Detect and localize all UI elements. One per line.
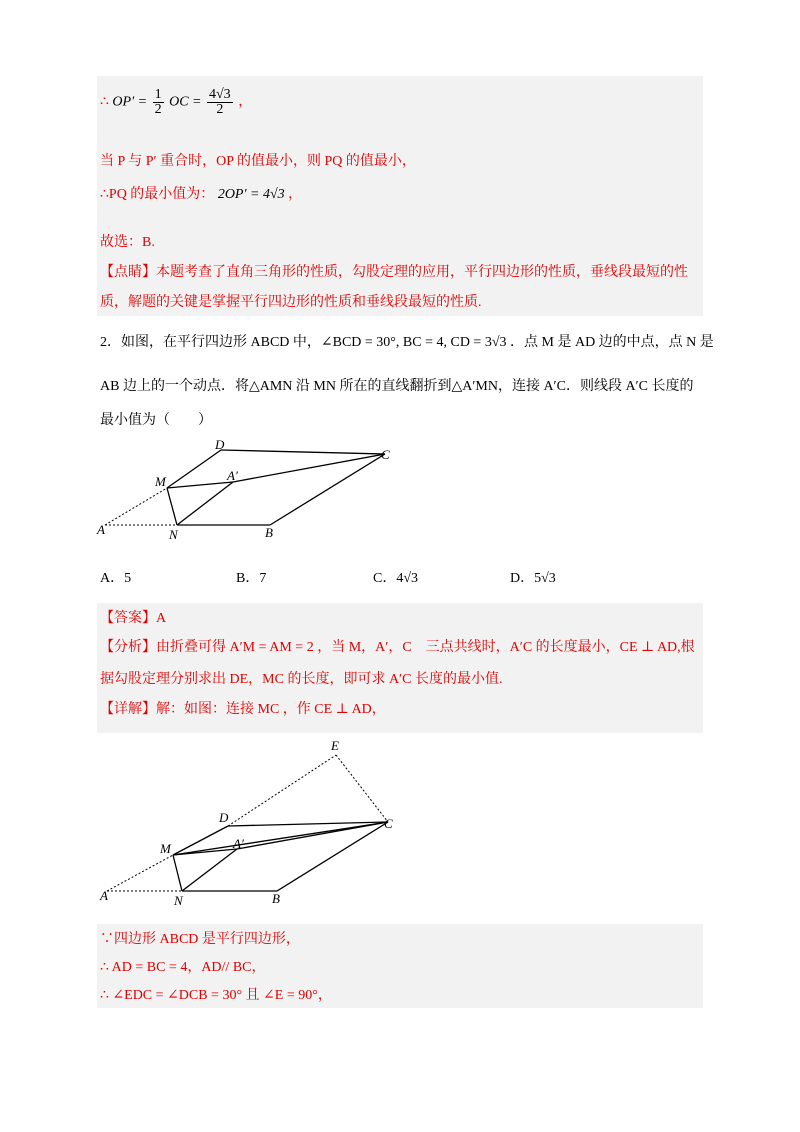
dotted-am bbox=[105, 488, 167, 525]
figure-2-background bbox=[97, 733, 399, 911]
label-d: D bbox=[215, 440, 225, 452]
label-a-prime: A′ bbox=[233, 836, 244, 851]
comment-line-1: 【点睛】本题考查了直角三角形的性质，勾股定理的应用，平行四边形的性质，垂线段最短的性 bbox=[100, 265, 688, 280]
edge-dm bbox=[167, 450, 221, 488]
analysis-line-1: 【分析】由折叠可得 A′M = AM = 2 ，当 M，A′，C 三点共线时，A′C 的长度最小，CE ⊥ AD,根 bbox=[100, 640, 695, 655]
label-n: N bbox=[174, 893, 183, 908]
label-a-prime: A′ bbox=[227, 468, 238, 483]
label-m: M bbox=[160, 841, 171, 856]
label-a: A bbox=[97, 522, 105, 537]
label-b: B bbox=[272, 891, 280, 906]
label-c: C bbox=[384, 816, 393, 831]
comment-line-2: 质，解题的关键是掌握平行四边形的性质和垂线段最短的性质. bbox=[100, 295, 482, 310]
edge-na bbox=[177, 482, 233, 525]
question-2-line-1: 2．如图，在平行四边形 ABCD 中，∠BCD = 30°, BC = 4, CD = 3√3 ．点 M 是 AD 边的中点，点 N 是 bbox=[100, 335, 714, 350]
label-e: E bbox=[331, 738, 339, 753]
option-d[interactable]: D．5√3 bbox=[510, 571, 556, 586]
min-condition-text: 当 P 与 P′ 重合时，OP 的值最小，则 PQ 的值最小， bbox=[100, 154, 416, 169]
parallelogram-figure-1 bbox=[95, 440, 405, 545]
label-n: N bbox=[169, 527, 178, 542]
edge-dc bbox=[221, 450, 385, 454]
label-c: C bbox=[381, 447, 390, 462]
step-3: ∴ ∠EDC = ∠DCB = 30° 且 ∠E = 90°， bbox=[100, 988, 332, 1003]
step-2: ∴ AD = BC = 4，AD// BC， bbox=[100, 960, 266, 975]
option-a[interactable]: A．5 bbox=[100, 571, 132, 586]
detail-line: 【详解】解：如图：连接 MC ，作 CE ⊥ AD， bbox=[100, 702, 386, 717]
choice-text: 故选：B. bbox=[100, 235, 155, 250]
answer-line: 【答案】A bbox=[100, 611, 167, 626]
parallelogram-figure-2 bbox=[97, 733, 399, 911]
option-b[interactable]: B．7 bbox=[236, 571, 267, 586]
edge-mn bbox=[167, 488, 177, 525]
question-2-line-2: AB 边上的一个动点．将△AMN 沿 MN 所在的直线翻折到△A′MN，连接 A′C．则线段 A′C 长度的 bbox=[100, 379, 694, 394]
edge-ma bbox=[167, 482, 233, 488]
equation-op-prime: ∴ OP′ = $\frac{1}{2}$ OC = $\frac{4√3}{2}$ ， bbox=[100, 87, 253, 117]
label-d: D bbox=[219, 810, 229, 825]
analysis-line-2: 据勾股定理分别求出 DE，MC 的长度，即可求 A′C 长度的最小值. bbox=[100, 672, 503, 687]
label-a: A bbox=[100, 888, 108, 903]
question-2-line-3: 最小值为（ ） bbox=[100, 413, 212, 428]
step-1: ∵四边形 ABCD 是平行四边形， bbox=[100, 932, 300, 947]
label-m: M bbox=[155, 474, 166, 489]
option-c[interactable]: C．4√3 bbox=[373, 571, 419, 586]
pq-min-text: ∴PQ 的最小值为： 2OP′ = 4√3 ， bbox=[100, 187, 303, 202]
label-b: B bbox=[265, 525, 273, 540]
